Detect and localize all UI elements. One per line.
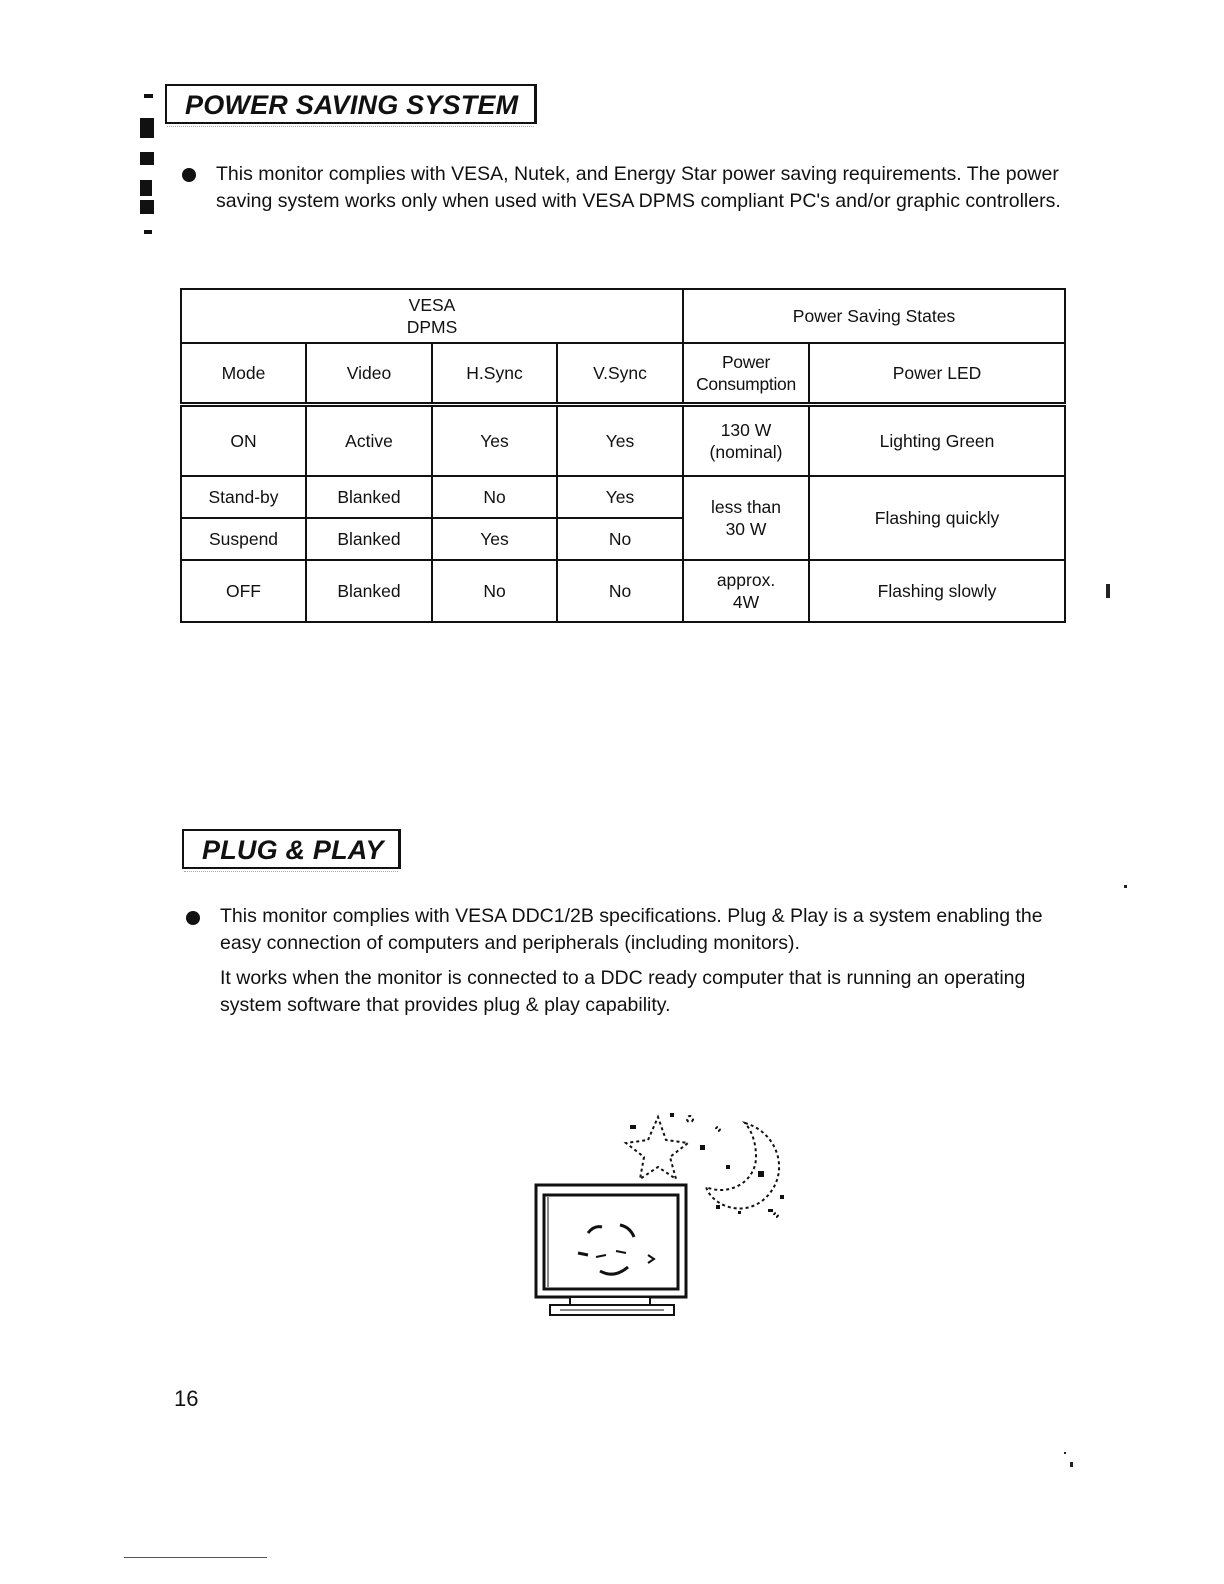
col-header-hsync: H.Sync: [432, 343, 557, 405]
cell-mode: ON: [181, 405, 306, 477]
cell-power-line1: approx.: [716, 570, 776, 590]
cell-mode: Stand-by: [181, 476, 306, 518]
table-column-header-row: [181, 343, 1065, 405]
plug-and-play-paragraph-2: It works when the monitor is connected to a DDC ready computer that is running an operating system software that provides plug & play capability.: [220, 967, 1026, 1016]
vesa-dpms-header: [181, 289, 683, 343]
power-saving-paragraph: This monitor complies with VESA, Nutek, and Energy Star power saving requirements. The power saving system works only when used with VESA DPMS compliant PC's and/or graphic controllers.: [216, 163, 1061, 212]
cell-vsync: No: [557, 518, 683, 560]
cell-hsync: Yes: [432, 518, 557, 560]
dpms-table: [180, 288, 1066, 623]
cell-hsync: No: [432, 560, 557, 622]
table-row: [181, 476, 1065, 518]
power-saving-heading: POWER SAVING SYSTEM: [165, 84, 537, 124]
table-row: [181, 560, 1065, 622]
cell-video: Active: [306, 405, 432, 477]
bullet-icon: [186, 911, 200, 925]
dpms-label: DPMS: [406, 317, 458, 337]
page-number: 16: [174, 1386, 199, 1411]
col-header-video: Video: [306, 343, 432, 405]
sleeping-monitor-illustration: [530, 1105, 800, 1330]
cell-hsync: No: [432, 476, 557, 518]
cell-mode: OFF: [181, 560, 306, 622]
cell-power-line2: (nominal): [709, 442, 783, 462]
plug-and-play-paragraph-1: This monitor complies with VESA DDC1/2B specifications. Plug & Play is a system enabling the easy connection of computers and peripherals (including monitors).: [220, 905, 1043, 954]
cell-video: Blanked: [306, 476, 432, 518]
cell-power: [683, 560, 809, 622]
col-header-led: Power LED: [809, 343, 1065, 405]
bottom-rule: [124, 1557, 267, 1558]
cell-power: [683, 476, 809, 560]
col-header-power: [683, 343, 809, 405]
col-header-power-line2: Consumption: [696, 374, 796, 394]
table-group-header-row: [181, 289, 1065, 343]
power-saving-states-header: Power Saving States: [683, 289, 1065, 343]
cell-led: Flashing slowly: [809, 560, 1065, 622]
cell-led: Lighting Green: [809, 405, 1065, 477]
cell-vsync: Yes: [557, 476, 683, 518]
cell-power: [683, 405, 809, 477]
col-header-mode: Mode: [181, 343, 306, 405]
cell-video: Blanked: [306, 518, 432, 560]
cell-power-line2: 4W: [732, 592, 760, 612]
cell-led: Flashing quickly: [809, 476, 1065, 560]
plug-and-play-heading: PLUG & PLAY: [182, 829, 401, 869]
monitor-sleep-icon: [530, 1105, 800, 1330]
col-header-vsync: V.Sync: [557, 343, 683, 405]
vesa-label: VESA: [408, 295, 456, 315]
table-row: [181, 405, 1065, 477]
bullet-icon: [182, 168, 196, 182]
cell-vsync: No: [557, 560, 683, 622]
cell-video: Blanked: [306, 560, 432, 622]
cell-mode: Suspend: [181, 518, 306, 560]
cell-hsync: Yes: [432, 405, 557, 477]
col-header-power-line1: Power: [721, 352, 771, 372]
cell-vsync: Yes: [557, 405, 683, 477]
cell-power-line2: 30 W: [725, 519, 767, 539]
cell-power-line1: less than: [710, 497, 782, 517]
cell-power-line1: 130 W: [720, 420, 772, 440]
